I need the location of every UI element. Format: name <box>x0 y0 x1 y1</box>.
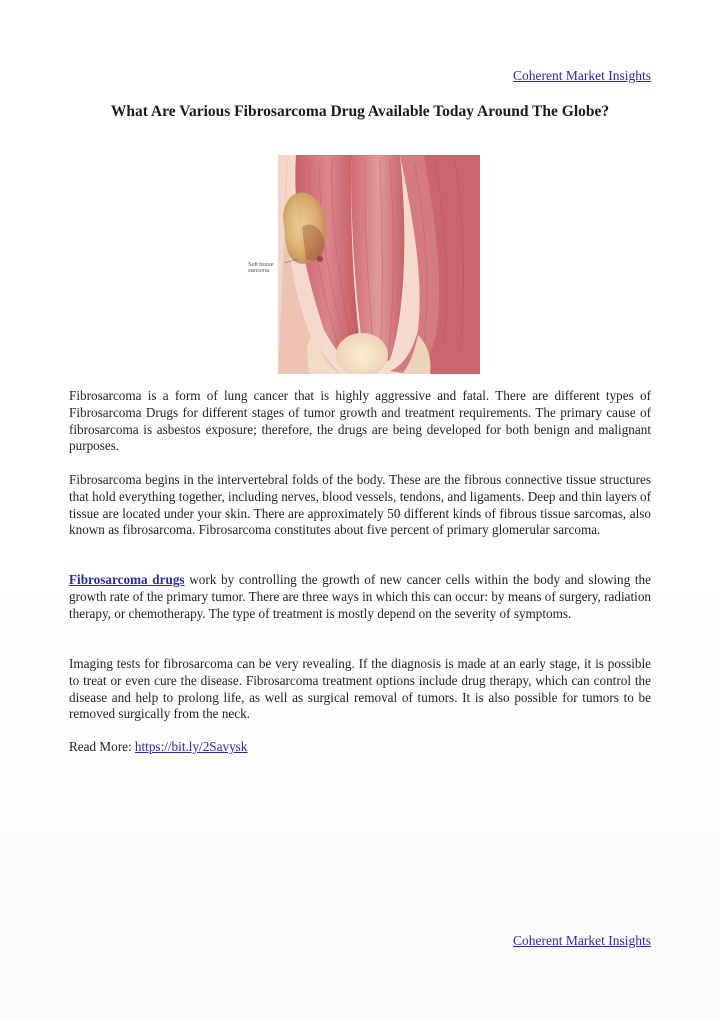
paragraph-drugs <box>69 572 651 622</box>
thigh-muscle-drawing <box>240 155 480 374</box>
footer-link[interactable]: Coherent Market Insights <box>513 933 651 948</box>
figure-label-line2: sarcoma <box>248 268 270 274</box>
read-more-link[interactable]: https://bit.ly/2Savysk <box>134 739 248 754</box>
read-more-line <box>69 739 651 756</box>
fibrosarcoma-drugs-link[interactable]: Fibrosarcoma drugs <box>69 572 185 587</box>
paragraph-intro: Fibrosarcoma is a form of lung cancer that is highly aggressive and fatal. There are different types of Fibrosarcoma Drugs for different stages of tumor growth and treatment requirements. The primary cause of fibrosarcoma is asbestos exposure; therefore, the drugs are being developed for both benign and malignant purposes. <box>69 388 651 454</box>
paragraph-drugs-text: work by controlling the growth of new cancer cells within the body and slowing the growth rate of the primary tumor. There are three ways in which this can occur: by means of surgery, radiation therapy, or chemotherapy. The type of treatment is mostly depend on the severity of symptoms. <box>69 572 652 621</box>
paragraph-origin: Fibrosarcoma begins in the intervertebral folds of the body. These are the fibrous connective tissue structures that hold everything together, including nerves, blood vessels, tendons, and ligaments. Deep and thin layers of tissue are located under your skin. There are approximately 50 different kinds of fibrous tissue sarcomas, also known as fibrosarcoma. Fibrosarcoma constitutes about five percent of primary glomerular sarcoma. <box>69 472 651 538</box>
paragraph-imaging: Imaging tests for fibrosarcoma can be very revealing. If the diagnosis is made at an early stage, it is possible to treat or even cure the disease. Fibrosarcoma treatment options include drug therapy, which can control the disease and help to prolong life, as well as surgical removal of tumors. It is also possible for tumors to be removed surgically from the neck. <box>69 656 651 722</box>
anatomy-illustration <box>240 155 480 374</box>
read-more-label: Read More: <box>69 739 135 754</box>
figure-label-line1: Soft tissue <box>248 262 274 268</box>
page-title: What Are Various Fibrosarcoma Drug Available Today Around The Globe? <box>110 103 610 120</box>
header-link[interactable]: Coherent Market Insights <box>513 68 651 83</box>
